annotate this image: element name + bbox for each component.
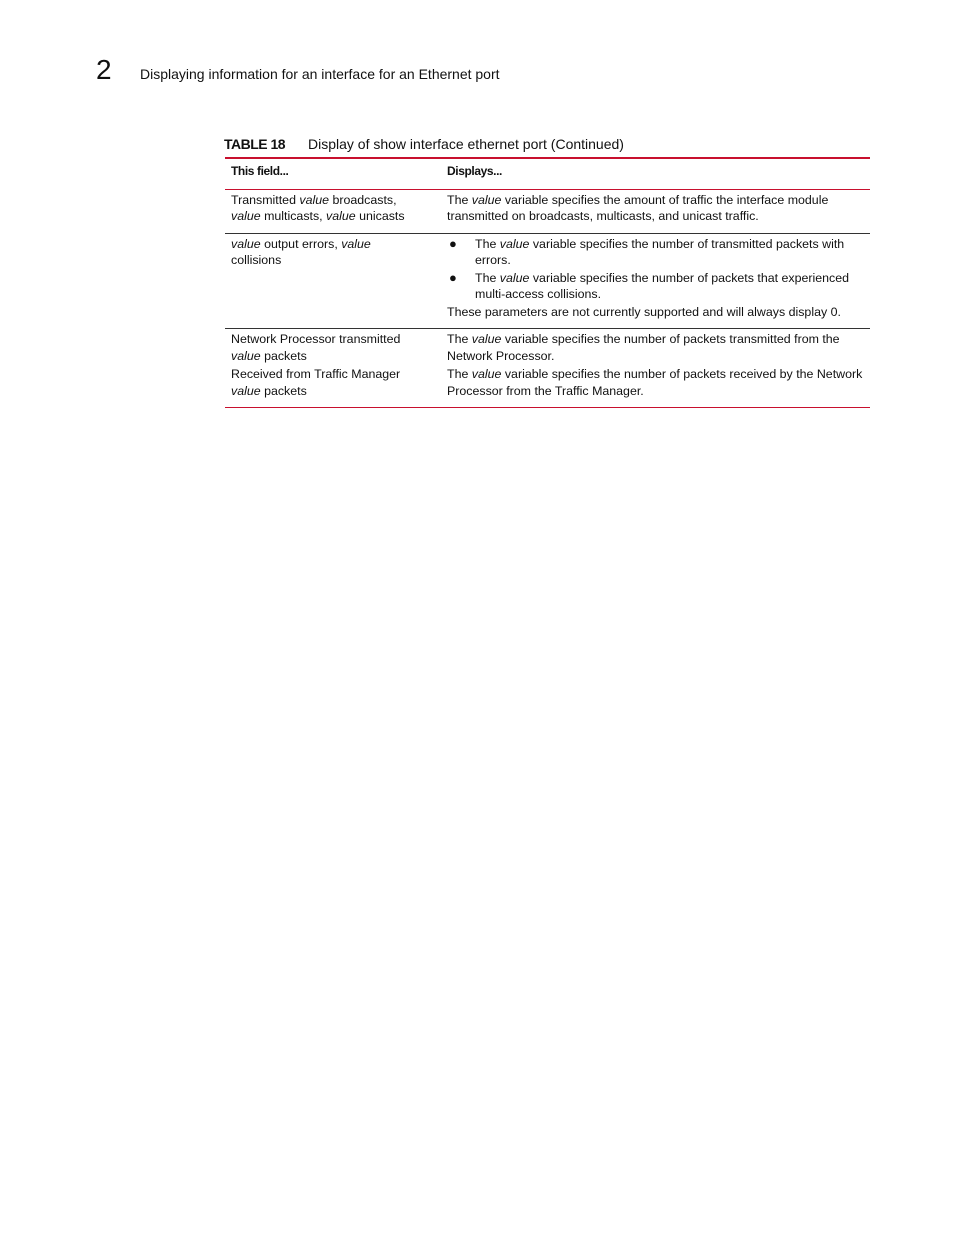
field-variable: value: [341, 236, 371, 251]
field-text: Network Processor transmitted: [231, 332, 401, 346]
description-cell: [441, 233, 870, 329]
running-header-title: Displaying information for an interface for an Ethernet port: [140, 66, 500, 82]
field-text: Transmitted: [231, 192, 300, 207]
desc-text: variable specifies the number of packets transmitted from the Network Processor.: [447, 332, 840, 363]
col-header-field: This field...: [231, 164, 289, 178]
field-text: unicasts: [355, 209, 405, 223]
field-variable: value: [326, 209, 356, 223]
field-text: packets: [260, 383, 307, 398]
table-caption-label: TABLE 18: [224, 136, 286, 152]
field-text: multicasts,: [260, 209, 327, 223]
bullet-list: [447, 236, 864, 303]
desc-variable: value: [471, 332, 502, 346]
field-variable: value: [231, 348, 261, 363]
table-caption-title: Display of show interface ethernet port (Continued): [308, 136, 624, 152]
field-variable: value: [231, 209, 261, 223]
description-cell: [441, 189, 870, 233]
desc-variable: value: [471, 192, 502, 207]
bullet-text: variable specifies the number of packets that experienced multi-access collisions.: [475, 270, 850, 301]
note-text: These parameters are not currently supported and will always display 0.: [447, 304, 841, 319]
field-text: output errors,: [260, 236, 342, 251]
bullet-icon: ●: [449, 235, 457, 251]
bullet-item: [447, 236, 864, 269]
table-row: [225, 329, 870, 408]
table-header-row: [225, 158, 870, 189]
desc-text: variable specifies the number of packets received by the Network Processor from the Traffic Manager.: [447, 367, 863, 398]
bullet-item: [447, 270, 864, 303]
bullet-variable: value: [499, 270, 530, 285]
field-text: collisions: [231, 253, 282, 267]
bullet-variable: value: [499, 236, 530, 251]
fields-table: [225, 157, 870, 408]
field-text: broadcasts,: [329, 192, 397, 207]
table-row: [225, 233, 870, 329]
field-cell: [225, 189, 441, 233]
field-variable: value: [231, 383, 261, 398]
field-cell: [225, 329, 441, 408]
bullet-text: The: [475, 236, 500, 251]
desc-text: The: [447, 192, 472, 207]
bullet-icon: ●: [449, 269, 457, 285]
chapter-number: 2: [96, 54, 112, 85]
bullet-text: variable specifies the number of transmitted packets with errors.: [475, 236, 845, 267]
table-row: [225, 189, 870, 233]
desc-text: variable specifies the amount of traffic the interface module transmitted on broadcasts, multicasts, and unicast traffic.: [447, 192, 829, 223]
field-text: packets: [260, 348, 307, 363]
desc-text: The: [447, 332, 472, 346]
field-cell: [225, 233, 441, 329]
field-variable: value: [231, 236, 261, 251]
field-text: Received from Traffic Manager: [231, 367, 401, 381]
table-caption: [224, 135, 624, 153]
desc-text: The: [447, 367, 472, 381]
desc-variable: value: [471, 367, 502, 381]
field-variable: value: [299, 192, 330, 207]
col-header-displays: Displays...: [447, 164, 502, 178]
bullet-text: The: [475, 270, 500, 285]
description-cell: [441, 329, 870, 408]
